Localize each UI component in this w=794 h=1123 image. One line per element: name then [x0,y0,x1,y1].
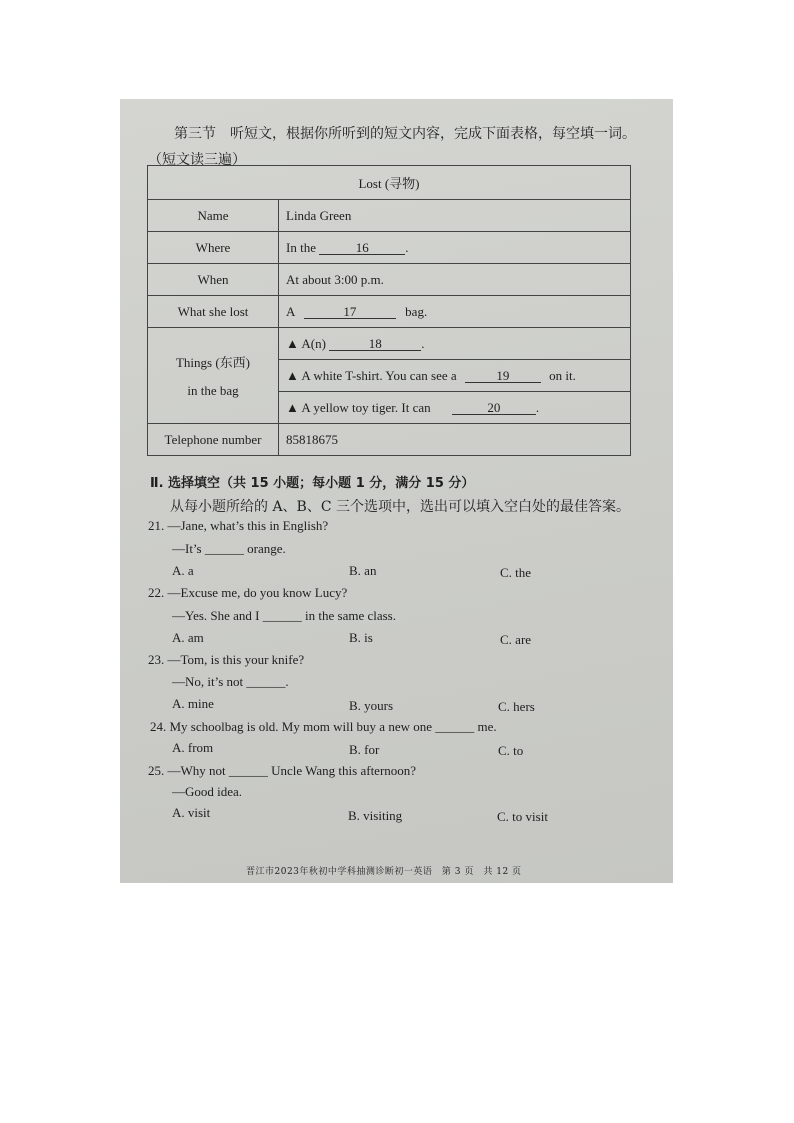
when-value: At about 3:00 p.m. [279,264,631,296]
item1-prefix: ▲ A(n) [286,335,326,351]
phone-label: Telephone number [148,424,279,456]
things-label-line2: in the bag [187,383,239,398]
item3-prefix: ▲ A yellow toy tiger. It can [286,399,431,415]
q21-stem: 21. —Jane, what’s this in English? [148,518,329,533]
blank-18: 18 [329,337,421,351]
item2-suffix: on it. [549,367,576,383]
where-label: Where [148,232,279,264]
page-footer: 晋江市2023年秋初中学科抽测诊断初一英语 第 3 页 共 12 页 [246,867,522,877]
lost-label: What she lost [148,296,279,328]
q21-line2: —It’s ______ orange. [172,541,286,556]
where-prefix: In the [286,239,316,255]
item2-cell [279,360,631,392]
item2-prefix: ▲ A white T-shirt. You can see a [286,367,457,383]
q24-stem: 24. My schoolbag is old. My mom will buy a new one ______ me. [150,719,497,734]
section3-instruction: 第三节 听短文，根据你所听到的短文内容，完成下面表格，每空填一词。 [174,126,636,142]
table-row [148,166,631,200]
things-label [148,328,279,424]
table-row [148,424,631,456]
item3-suffix: . [535,399,540,415]
q23-option-b: B. yours [349,698,394,713]
exam-page [120,99,673,883]
name-value: Linda Green [279,200,631,232]
q22-option-a: A. am [172,630,204,645]
q24-option-a: A. from [172,740,214,755]
blank-17: 17 [304,305,396,319]
lost-suffix: bag. [405,303,428,319]
q25-option-a: A. visit [172,805,211,820]
q22-stem: 22. —Excuse me, do you know Lucy? [148,585,348,600]
blank-20: 20 [452,401,536,415]
table-row [148,200,631,232]
q23-stem: 23. —Tom, is this your knife? [148,652,305,667]
lost-table [147,165,631,456]
phone-value: 85818675 [279,424,631,456]
table-row [148,296,631,328]
q21-option-a: A. a [172,563,194,578]
part2-heading: Ⅱ. 选择填空（共 15 小题；每小题 1 分，满分 15 分） [150,476,475,491]
q22-option-b: B. is [349,630,373,645]
q25-option-c: C. to visit [497,809,548,824]
table-row [148,232,631,264]
item1-cell [279,328,631,360]
lost-cell [279,296,631,328]
q24-option-b: B. for [349,742,380,757]
q23-option-c: C. hers [498,699,535,714]
q25-stem: 25. —Why not ______ Uncle Wang this afternoon? [148,763,417,778]
q21-option-c: C. the [500,565,532,580]
blank-16: 16 [319,241,405,255]
q21-option-b: B. an [349,563,377,578]
table-title: Lost (寻物) [148,166,631,200]
q25-line2: —Good idea. [172,784,243,799]
table-row [148,264,631,296]
q23-option-a: A. mine [172,696,214,711]
q25-option-b: B. visiting [348,808,403,823]
q22-option-c: C. are [500,632,532,647]
blank-19: 19 [465,369,541,383]
section3-note: （短文读三遍） [148,152,246,168]
things-label-line1: Things (东西) [175,355,251,370]
lost-prefix: A [286,303,295,319]
where-cell [279,232,631,264]
where-suffix: . [405,239,409,255]
name-label: Name [148,200,279,232]
table-row [148,328,631,360]
when-label: When [148,264,279,296]
q24-option-c: C. to [498,743,524,758]
q22-line2: —Yes. She and I ______ in the same class. [172,608,396,623]
item3-cell [279,392,631,424]
q23-line2: —No, it’s not ______. [172,674,289,689]
item1-suffix: . [421,335,425,351]
part2-instruction: 从每小题所给的 A、B、C 三个选项中，选出可以填入空白处的最佳答案。 [170,499,631,515]
